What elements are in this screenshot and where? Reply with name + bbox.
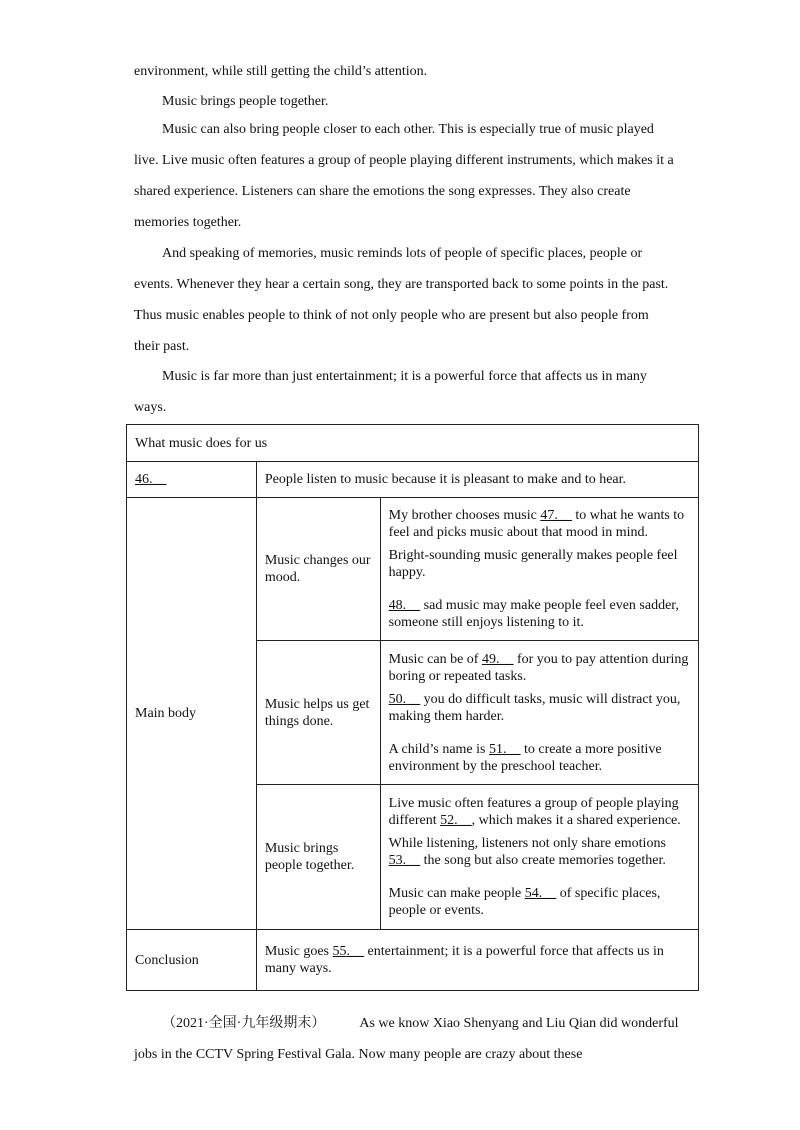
done-details: [380, 641, 698, 785]
blank-46: 46.__: [135, 472, 167, 487]
blank-50: 50.__: [388, 691, 421, 707]
blank-53: 53.__: [388, 853, 421, 868]
passage-paragraph-4: And speaking of memories, music reminds lots of people of specific places, people or events. Whenever they hear a certain song, they are transported back to some points in the past. Thus music enables people to think of not only people who are present but also people from their past.: [134, 246, 669, 354]
next-question-source: （2021·全国·九年级期末）: [162, 1016, 326, 1031]
conclusion-text: [256, 930, 698, 991]
blank-49: 49.__: [481, 651, 514, 667]
passage-paragraph-3: Music can also bring people closer to each other. This is especially true of music played live. Live music often features a group of people playing different instruments, which makes it a shared experience. Listeners can share the emotions the song expresses. They also create memories together.: [134, 122, 674, 230]
conclusion-post: entertainment; it is a powerful force that affects us in many ways.: [264, 944, 664, 976]
together-details: [380, 785, 698, 930]
blank-47: 47.__: [540, 508, 572, 523]
mood-label: Music changes our mood.: [256, 498, 380, 641]
together-s3-post: of specific places, people or events.: [388, 886, 661, 918]
together-label: Music brings people together.: [256, 785, 380, 930]
passage-paragraph-1: environment, while still getting the child’s attention.: [134, 64, 428, 79]
blank-55: 55.__: [332, 944, 365, 959]
blank-52: 52.__: [440, 813, 472, 828]
next-question-text: As we know Xiao Shenyang and Liu Qian did wonderful jobs in the CCTV Spring Festival Gala. Now many people are crazy about these: [134, 1016, 679, 1062]
mood-s3-post: sad music may make people feel even sadder, someone still enjoys listening to it.: [388, 598, 679, 630]
together-s2-pre: While listening, listeners not only share emotions: [388, 836, 666, 851]
mood-s1-pre: My brother chooses music: [388, 508, 541, 523]
together-s1-post: , which makes it a shared experience.: [471, 813, 681, 828]
blank-48: 48.__: [388, 598, 421, 613]
together-s3-pre: Music can make people: [388, 886, 525, 901]
next-question-paragraph: [134, 1008, 694, 1070]
together-s1-pre: Live music often features a group of people playing different: [388, 796, 679, 828]
done-s3-pre: A child’s name is: [388, 741, 489, 757]
blank-46-cell: [127, 462, 257, 498]
mood-s2: Bright-sounding music generally makes people feel happy.: [388, 548, 678, 580]
blank-54: 54.__: [524, 886, 557, 901]
done-label: Music helps us get things done.: [256, 641, 380, 785]
done-s1-post: for you to pay attention during boring or repeated tasks.: [388, 651, 689, 684]
row-46-text: People listen to music because it is pleasant to make and to hear.: [256, 462, 698, 498]
conclusion-label: Conclusion: [127, 930, 257, 991]
table-header: What music does for us: [127, 425, 699, 462]
together-s2-post: the song but also create memories together.: [420, 853, 666, 868]
conclusion-pre: Music goes: [264, 944, 333, 959]
blank-51: 51.__: [488, 741, 521, 757]
main-body-label: Main body: [127, 498, 257, 930]
done-s1-pre: Music can be of: [388, 651, 482, 667]
summary-table: [126, 424, 699, 991]
done-s2-post: you do difficult tasks, music will distract you, making them harder.: [388, 691, 681, 724]
done-s3-post: to create a more positive environment by the preschool teacher.: [388, 741, 662, 774]
passage-paragraph-5: Music is far more than just entertainment; it is a powerful force that affects us in many ways.: [134, 369, 647, 415]
passage-subheading: Music brings people together.: [162, 94, 329, 109]
mood-details: [380, 498, 698, 641]
mood-s1-post: to what he wants to feel and picks music about that mood in mind.: [388, 508, 685, 540]
